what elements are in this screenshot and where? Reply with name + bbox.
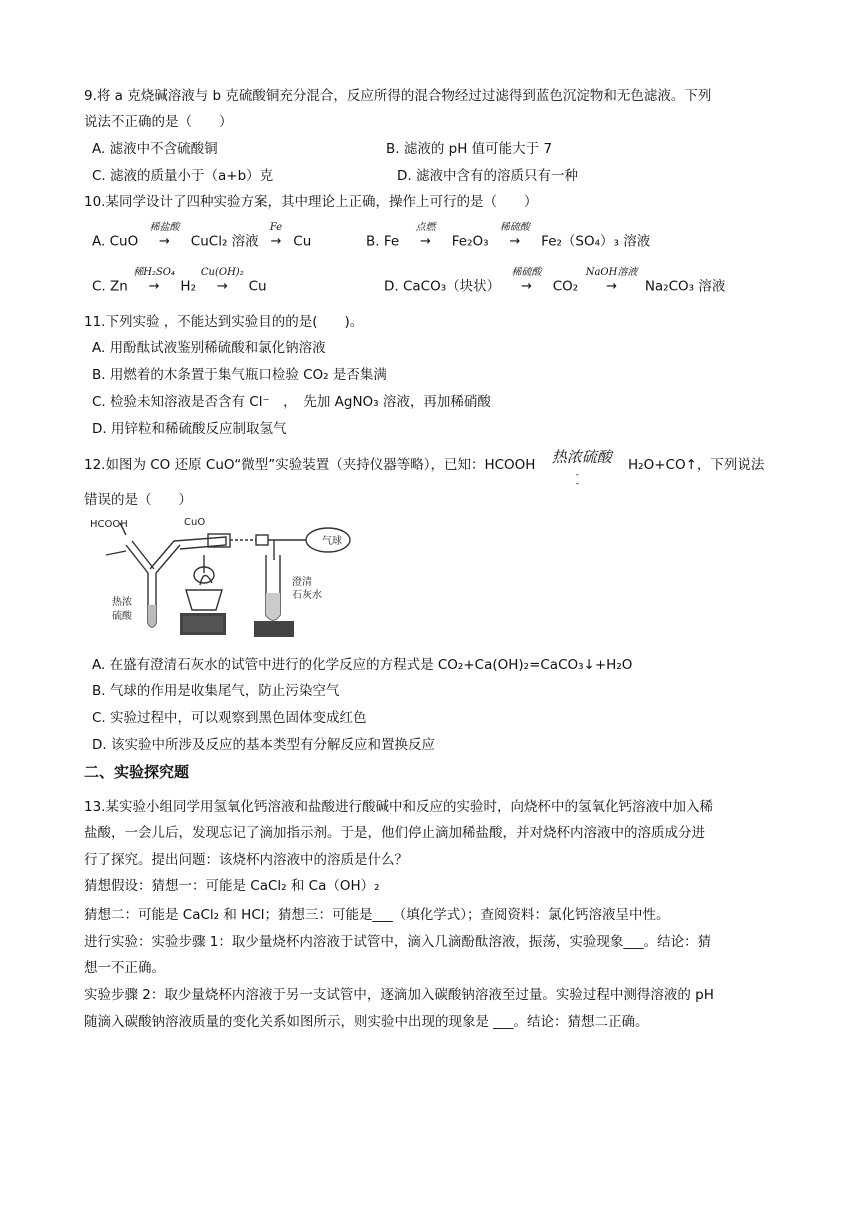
q11-stem: 11.下列实验 ，不能达到实验目的的是( )。 — [84, 314, 364, 330]
q10-b-end: Fe₂（SO₄）₃ 溶液 — [541, 233, 651, 250]
q12-option-b: B. 气球的作用是收集尾气，防止污染空气 — [92, 683, 340, 699]
q13-line7: 想一不正确。 — [84, 960, 165, 976]
q10-a-mid: CuCl₂ 溶液 — [190, 233, 259, 250]
q13-line3: 行了探究。提出问题：该烧杯内溶液中的溶质是什么？ — [84, 852, 408, 868]
q10-option-b — [366, 222, 651, 252]
q12-stem-start: 12.如图为 CO 还原 CuO“微型”实验装置（夹持仪器等略），已知：HCOOH — [84, 457, 536, 473]
fig-label-lime-1: 澄清 — [292, 577, 312, 588]
q10-b-label: B. Fe — [366, 233, 400, 250]
q9-stem-line1: 9.将 a 克烧碱溶液与 b 克硫酸铜充分混合，反应所得的混合物经过过滤得到蓝色沉淀物和无色滤液。下列 — [84, 88, 712, 104]
q10-a-arrow1: 稀盐酸 → — [149, 222, 180, 249]
q13-line2: 盐酸，一会儿后，发现忘记了滴加指示剂。于是，他们停止滴加稀盐酸，并对烧杯内溶液中的溶质成分进 — [84, 825, 705, 841]
q12-stem-line2: 错误的是（ ） — [84, 492, 192, 508]
q13-line8: 实验步骤 2：取少量烧杯内溶液于另一支试管中，逐滴加入碳酸钠溶液至过量。实验过程中测得溶液的 pH — [84, 987, 714, 1003]
fig-label-lime-2: 石灰水 — [292, 590, 322, 601]
q9-stem-line2: 说法不正确的是（ ） — [84, 114, 233, 130]
q10-a-label: A. CuO — [92, 233, 139, 250]
q10-b-mid: Fe₂O₃ — [451, 233, 489, 250]
apparatus-figure — [86, 515, 404, 640]
q10-d-end: Na₂CO₃ 溶液 — [644, 278, 726, 295]
q10-c-arrow1: 稀H₂SO₄ → — [133, 267, 176, 294]
q9-option-b: B. 滤液的 pH 值可能大于 7 — [386, 141, 553, 157]
q13-line4: 猜想假设：猜想一：可能是 CaCl₂ 和 Ca（OH）₂ — [84, 878, 380, 894]
q11-option-d: D. 用锌粒和稀硫酸反应制取氢气 — [92, 421, 287, 437]
q10-a-arrow2: Fe → — [269, 222, 283, 249]
q10-stem: 10.某同学设计了四种实验方案，其中理论上正确，操作上可行的是（ ） — [84, 194, 538, 210]
q10-d-label: D. CaCO₃（块状） — [384, 278, 501, 295]
q10-c-arrow2: Cu(OH)₂ → — [200, 267, 244, 294]
q10-c-mid: H₂ — [180, 278, 196, 295]
q13-line5: 猜想二：可能是 CaCl₂ 和 HCl；猜想三：可能是___（填化学式）；查阅资料：氯化钙溶液呈中性。 — [84, 907, 670, 923]
q10-d-mid: CO₂ — [552, 278, 579, 295]
q12-stem-end: H₂O+CO↑，下列说法 — [628, 457, 765, 473]
q10-c-label: C. Zn — [92, 278, 128, 295]
section-heading: 二、实验探究题 — [84, 763, 190, 781]
q10-b-arrow2: 稀硫酸 → — [499, 222, 530, 249]
fig-label-acid-1: 热浓 — [112, 597, 132, 608]
q10-d-arrow2: NaOH溶液 → — [585, 267, 638, 294]
q12-option-c: C. 实验过程中，可以观察到黑色固体变成红色 — [92, 710, 367, 726]
q11-option-c: C. 检验未知溶液是否含有 Cl⁻ ， 先加 AgNO₃ 溶液，再加稀硝酸 — [92, 394, 491, 410]
q10-option-c — [92, 267, 267, 297]
q10-option-a — [92, 222, 312, 252]
fig-label-acid-2: 硫酸 — [112, 611, 132, 622]
fig-label-cuo: CuO — [184, 517, 206, 528]
q12-stem-line1: 12.如图为 CO 还原 CuO“微型”实验装置（夹持仪器等略），已知：HCOOH 热浓硫酸 - - H₂O+CO↑，下列说法 — [84, 448, 765, 489]
q11-option-b: B. 用燃着的木条置于集气瓶口检验 CO₂ 是否集满 — [92, 367, 387, 383]
q9-option-c: C. 滤液的质量小于（a+b）克 — [92, 168, 274, 184]
q10-a-end: Cu — [293, 233, 312, 250]
q13-line1: 13.某实验小组同学用氢氧化钙溶液和盐酸进行酸碱中和反应的实验时，向烧杯中的氢氧化钙溶液中加入稀 — [84, 799, 713, 815]
q10-option-d — [384, 267, 726, 297]
q9-option-a: A. 滤液中不含硫酸铜 — [92, 141, 218, 157]
q12-option-d: D. 该实验中所涉及反应的基本类型有分解反应和置换反应 — [92, 737, 435, 753]
q11-option-a: A. 用酚酞试液鉴别稀硫酸和氯化钠溶液 — [92, 340, 326, 356]
fig-label-hcooh: HCOOH — [90, 519, 128, 530]
q10-b-arrow1: 点燃 → — [415, 222, 436, 249]
q10-c-end: Cu — [248, 278, 267, 295]
fig-label-balloon: 气球 — [322, 536, 342, 547]
q10-d-arrow1: 稀硫酸 → — [511, 267, 542, 294]
q13-line6: 进行实验：实验步骤 1：取少量烧杯内溶液于试管中，滴入几滴酚酞溶液，振荡，实验现象___。结论：猜 — [84, 934, 712, 950]
q13-line9: 随滴入碳酸钠溶液质量的变化关系如图所示，则实验中出现的现象是 ___。结论：猜想二正确。 — [84, 1014, 649, 1030]
q9-option-d: D. 滤液中含有的溶质只有一种 — [397, 168, 578, 184]
q12-option-a: A. 在盛有澄清石灰水的试管中进行的化学反应的方程式是 CO₂+Ca(OH)₂=CaCO₃↓+H₂O — [92, 657, 633, 673]
